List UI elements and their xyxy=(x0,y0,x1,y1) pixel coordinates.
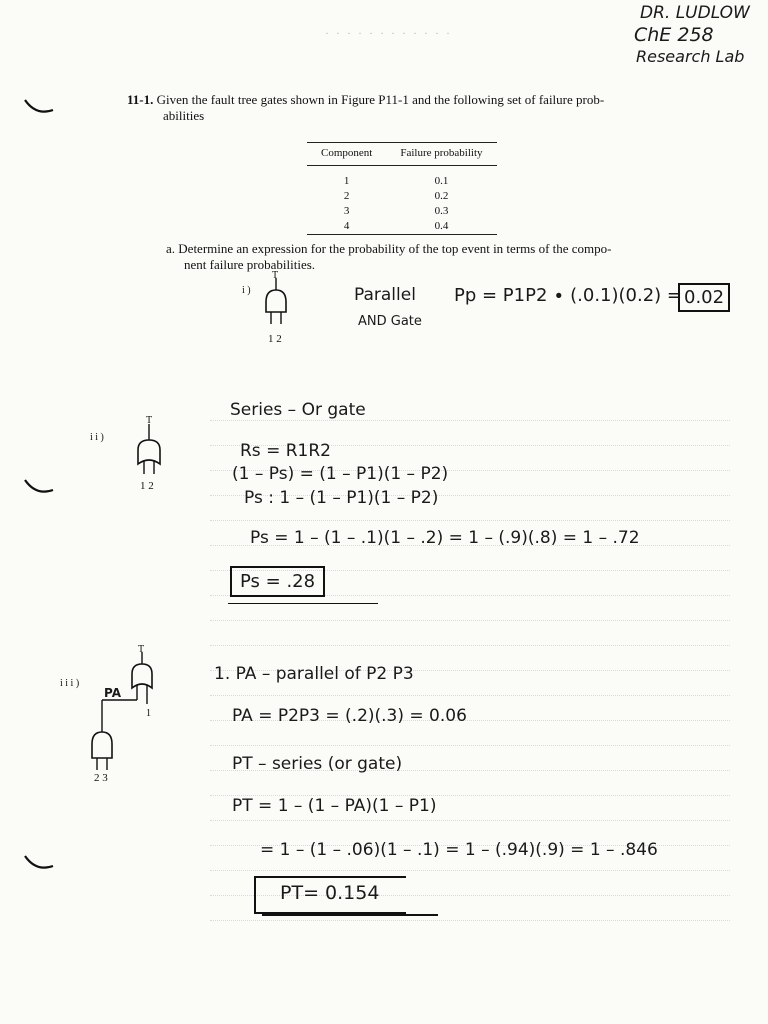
table-cell: 0.4 xyxy=(434,220,449,232)
section-i-equation: Pp = P1P2 ∙ (.0.1)(0.2) = xyxy=(454,285,682,306)
binder-mark-icon xyxy=(22,476,56,498)
section-ii-line1: Rs = R1R2 xyxy=(240,441,331,461)
header-note-line3: Research Lab xyxy=(636,47,745,66)
section-iii-roman: i i i ) xyxy=(60,678,80,689)
table-cell: 2 xyxy=(343,190,350,202)
table-cell: 3 xyxy=(343,205,350,217)
section-i-gate-inputs: 1 2 xyxy=(268,333,282,345)
section-ii-roman: i i ) xyxy=(90,432,104,443)
section-iii-gate-label: PA xyxy=(104,686,121,700)
header-note-line1: DR. LUDLOW xyxy=(640,3,750,23)
section-i-roman: i ) xyxy=(242,285,251,296)
or-gate-icon xyxy=(134,424,168,484)
table-row xyxy=(307,204,497,219)
section-ii-line2: (1 – Ps) = (1 – P1)(1 – P2) xyxy=(232,464,449,484)
section-iii-line5: = 1 – (1 – .06)(1 – .1) = 1 – (.94)(.9) = 1 – .846 xyxy=(260,840,658,860)
and-gate-icon xyxy=(262,278,292,336)
part-a xyxy=(166,241,706,273)
section-iii-line3: PT – series (or gate) xyxy=(232,754,403,774)
problem-number: 11-1. xyxy=(127,92,154,107)
section-ii-heading: Series – Or gate xyxy=(230,400,366,420)
part-a-line2: nent failure probabilities. xyxy=(184,257,316,272)
section-ii-answer: Ps = .28 xyxy=(230,566,325,597)
faded-header: · · · · · · · · · · · · xyxy=(325,26,452,40)
table-header-row xyxy=(307,143,497,166)
section-ii-gate-inputs: 1 2 xyxy=(140,480,154,492)
section-iii-gate-input-right: 1 xyxy=(146,708,151,719)
header-note xyxy=(634,2,750,68)
table-cell: 1 xyxy=(343,175,350,187)
section-i-title2: AND Gate xyxy=(358,314,422,329)
part-a-line1: Determine an expression for the probability of the top event in terms of the compo- xyxy=(178,241,612,256)
failure-table xyxy=(307,142,497,235)
section-i-title1: Parallel xyxy=(354,285,416,305)
problem-statement xyxy=(127,92,687,124)
section-iii-line1: 1. PA – parallel of P2 P3 xyxy=(214,664,414,684)
section-iii-answer: PT= 0.154 xyxy=(280,882,380,904)
section-iii-answer-underline xyxy=(262,914,438,916)
table-cell: 0.1 xyxy=(434,175,449,187)
fault-tree-iii-icon xyxy=(88,652,154,774)
section-iii-line4: PT = 1 – (1 – PA)(1 – P1) xyxy=(232,796,437,816)
section-i-gate-top: T xyxy=(272,270,279,281)
section-ii-line3: Ps : 1 – (1 – P1)(1 – P2) xyxy=(244,488,439,508)
section-ii-line4: Ps = 1 – (1 – .1)(1 – .2) = 1 – (.9)(.8) = 1 – .72 xyxy=(250,528,640,548)
header-note-line2: ChE 258 xyxy=(634,24,714,46)
section-iii-line2: PA = P2P3 = (.2)(.3) = 0.06 xyxy=(232,706,467,726)
table-cell: 0.2 xyxy=(434,190,449,202)
section-iii-gate-inputs: 2 3 xyxy=(94,772,108,784)
table-row xyxy=(307,189,497,204)
table-cell: 0.3 xyxy=(434,205,449,217)
part-a-label: a. xyxy=(166,241,176,256)
section-iii-gate-top: T xyxy=(138,644,145,655)
table-header-component: Component xyxy=(307,143,386,166)
binder-mark-icon xyxy=(22,852,56,874)
problem-text-line2: abilities xyxy=(163,108,205,123)
table-row xyxy=(307,166,497,190)
table-cell: 4 xyxy=(343,220,350,232)
table-row xyxy=(307,219,497,234)
section-i-answer: 0.02 xyxy=(678,283,730,312)
section-ii-gate-top: T xyxy=(146,415,153,426)
table-header-failure-probability: Failure probability xyxy=(386,143,496,166)
section-ii-answer-underline xyxy=(228,603,378,604)
binder-mark-icon xyxy=(22,96,56,118)
problem-text-line1: Given the fault tree gates shown in Figure P11-1 and the following set of failure prob- xyxy=(156,92,605,107)
